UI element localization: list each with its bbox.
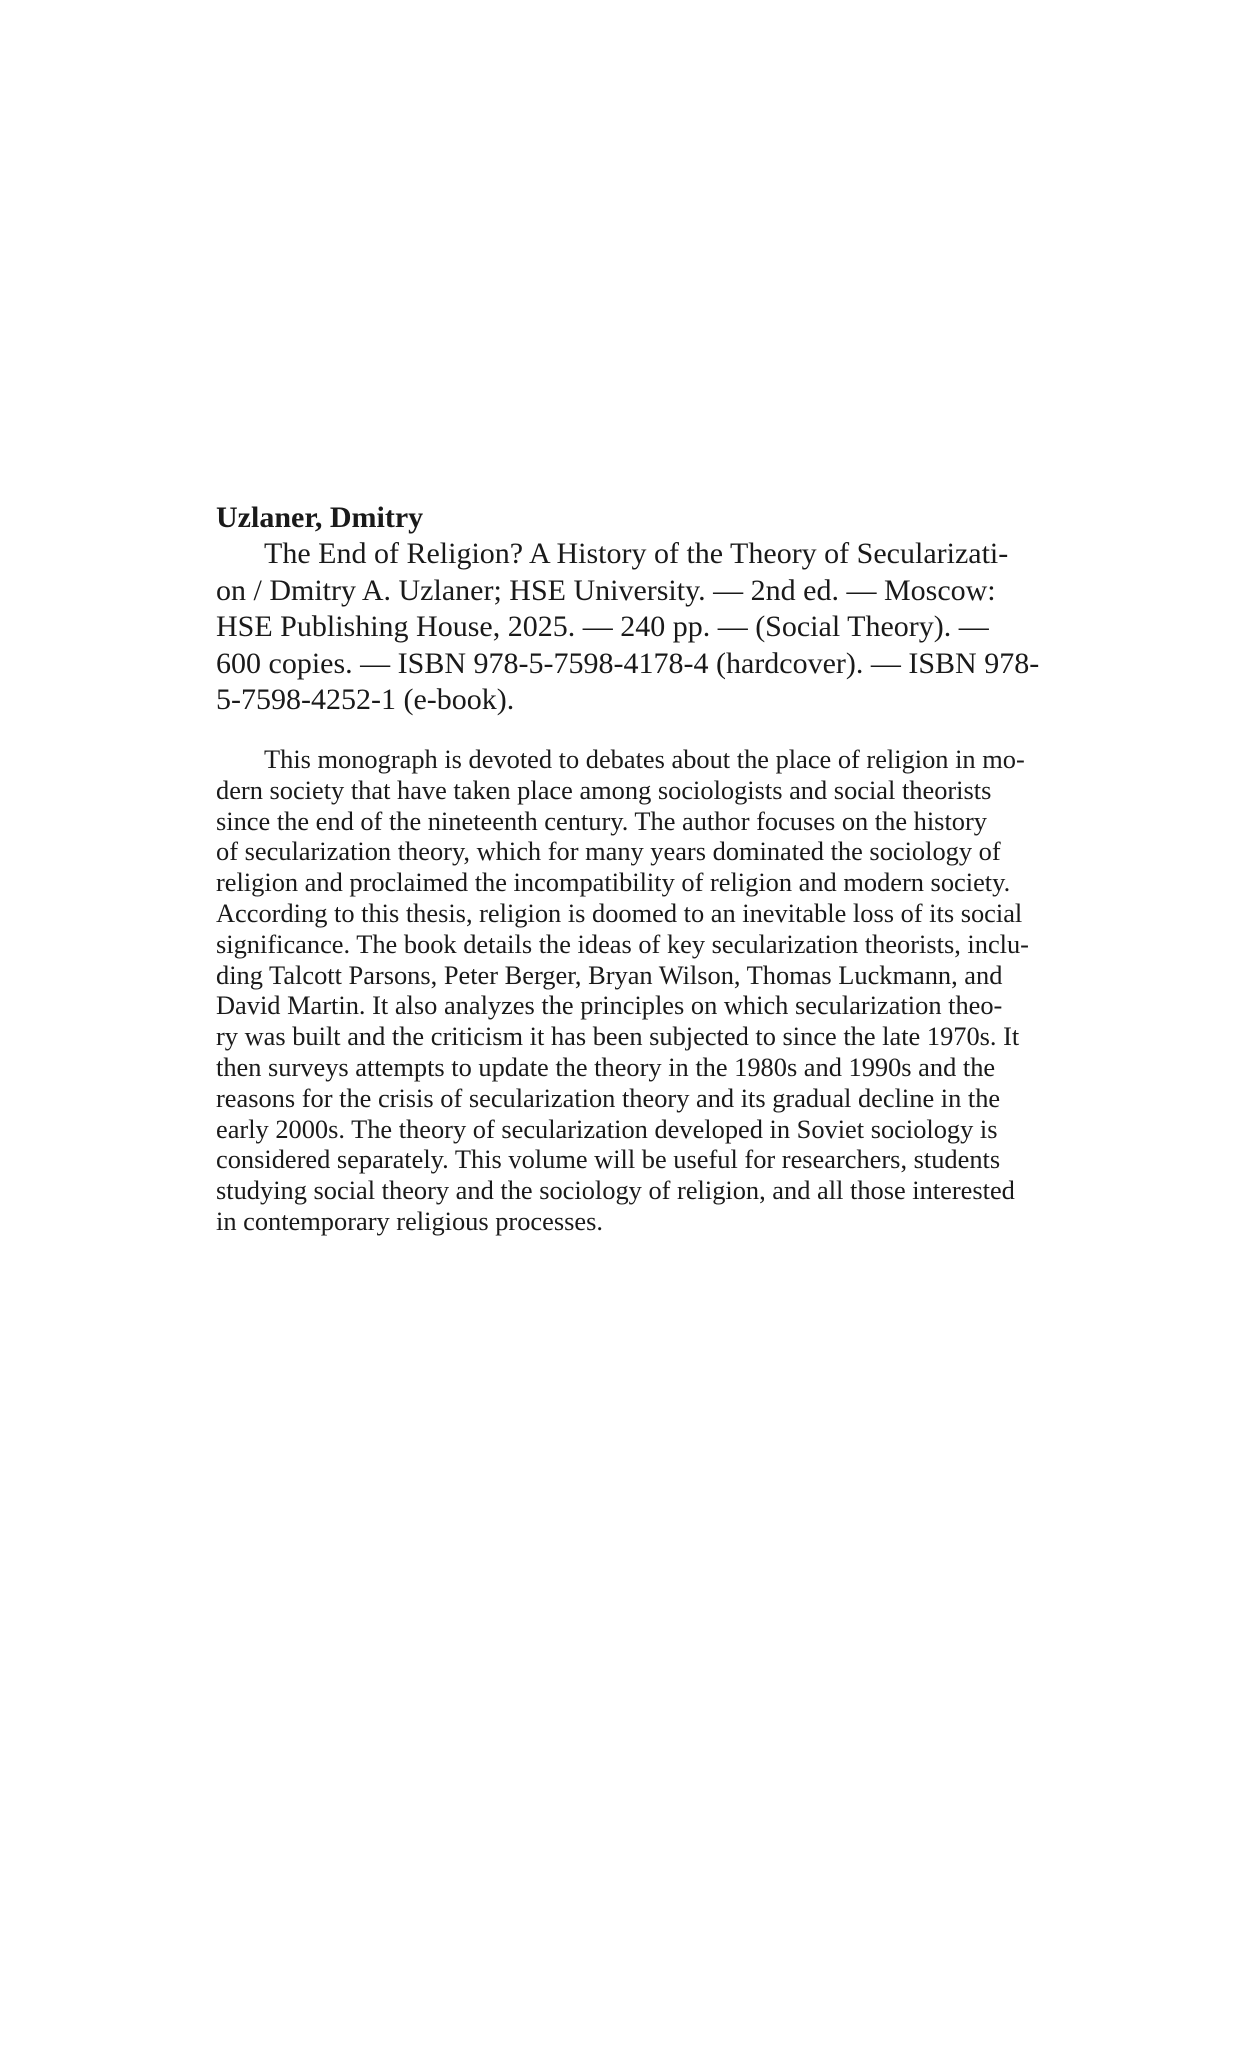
abstract-line: David Martin. It also analyzes the principles on which secularization theo- bbox=[216, 990, 1003, 1021]
abstract-line: dern society that have taken place among sociologists and social theorists bbox=[216, 774, 992, 805]
bibliographic-line: HSE Publishing House, 2025. — 240 pp. — (Social Theory). — bbox=[216, 610, 989, 643]
abstract-line: considered separately. This volume will be useful for researchers, students bbox=[216, 1144, 1001, 1175]
bibliographic-line: 5-7598-4252-1 (e-book). bbox=[216, 683, 515, 716]
abstract-line: religion and proclaimed the incompatibility of religion and modern society. bbox=[216, 867, 1011, 898]
catalog-record bbox=[216, 500, 1068, 719]
abstract-line: studying social theory and the sociology of religion, and all those interested bbox=[216, 1175, 1015, 1206]
abstract-paragraph bbox=[216, 744, 1068, 1237]
abstract-line: in contemporary religious processes. bbox=[216, 1205, 603, 1236]
abstract-line: of secularization theory, which for many years dominated the sociology of bbox=[216, 836, 1001, 867]
abstract-line: early 2000s. The theory of secularization developed in Soviet sociology is bbox=[216, 1113, 998, 1144]
abstract-line: significance. The book details the ideas of key secularization theorists, inclu- bbox=[216, 928, 1029, 959]
abstract-line: According to this thesis, religion is doomed to an inevitable loss of its social bbox=[216, 897, 1023, 928]
abstract-line: ry was built and the criticism it has been subjected to since the late 1970s. It bbox=[216, 1021, 1020, 1052]
bibliographic-line: The End of Religion? A History of the Theory of Secularizati- bbox=[264, 537, 1009, 570]
abstract-line: reasons for the crisis of secularization theory and its gradual decline in the bbox=[216, 1082, 1001, 1113]
author-heading: Uzlaner, Dmitry bbox=[216, 501, 424, 534]
abstract-line: since the end of the nineteenth century. The author focuses on the history bbox=[216, 805, 987, 836]
bibliographic-line: 600 copies. — ISBN 978-5-7598-4178-4 (hardcover). — ISBN 978- bbox=[216, 646, 1040, 680]
abstract-line: This monograph is devoted to debates about the place of religion in mo- bbox=[264, 744, 1025, 774]
abstract-line: ding Talcott Parsons, Peter Berger, Bryan Wilson, Thomas Luckmann, and bbox=[216, 959, 1003, 990]
bibliographic-line: on / Dmitry A. Uzlaner; HSE University. — 2nd ed. — Moscow: bbox=[216, 573, 996, 607]
abstract-line: then surveys attempts to update the theory in the 1980s and 1990s and the bbox=[216, 1051, 996, 1082]
